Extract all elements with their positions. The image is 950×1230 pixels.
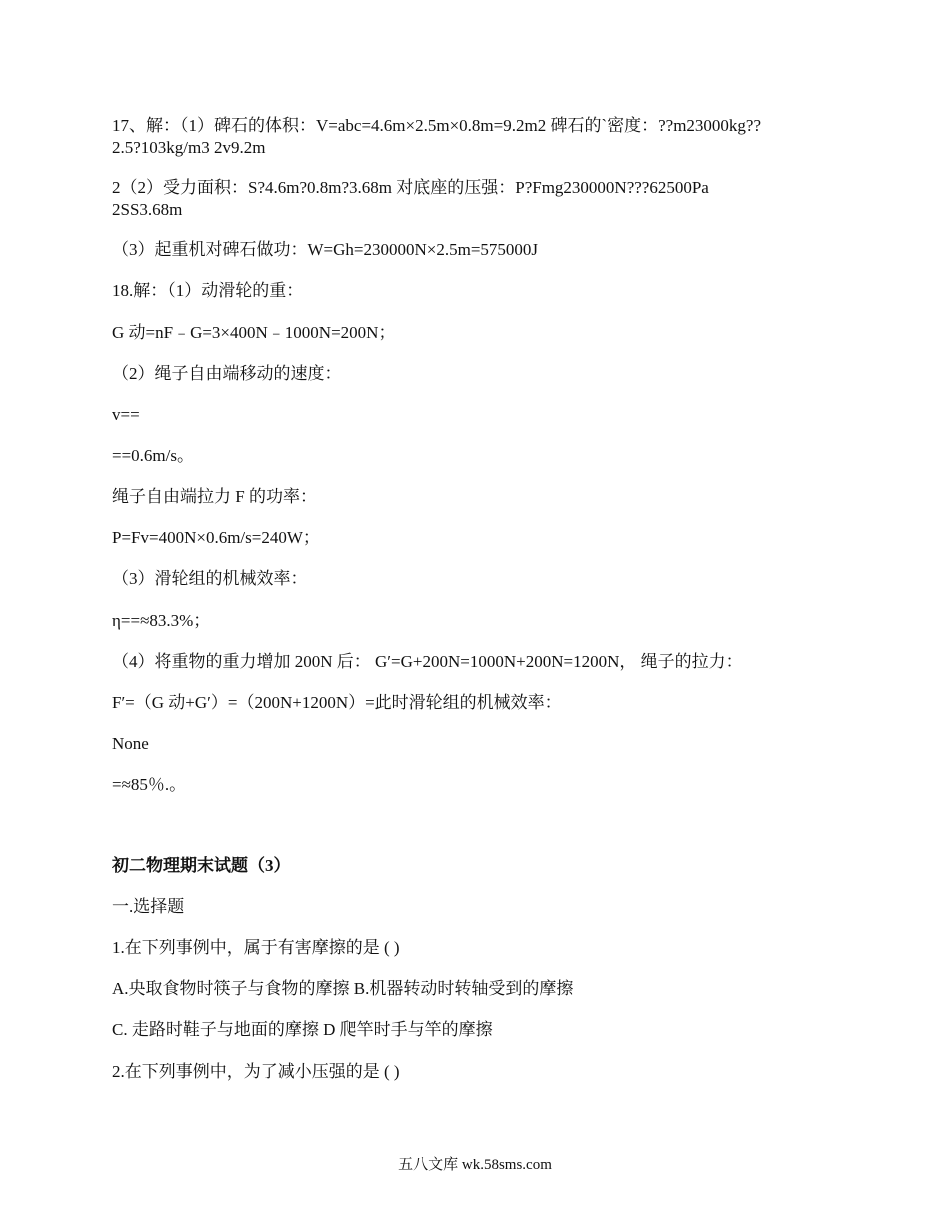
- question-1: 1.在下列事例中，属于有害摩擦的是 ( ): [112, 938, 400, 957]
- solution-17-line-2: 2.5?103kg/m3 2v9.2m: [112, 138, 266, 157]
- question-1-options-cd: C. 走路时鞋子与地面的摩擦 D 爬竿时手与竿的摩擦: [112, 1020, 493, 1039]
- solution-18-line-6: P=Fv=400N×0.6m/s=240W；: [112, 528, 320, 547]
- solution-17-line-4: 2SS3.68m: [112, 200, 183, 219]
- solution-18-heading: 18.解：（1）动滑轮的重：: [112, 281, 304, 300]
- solution-18-line-4: ==0.6m/s。: [112, 446, 194, 465]
- solution-18-line-1: G 动=nF﹣G=3×400N﹣1000N=200N；: [112, 323, 396, 342]
- solution-18-line-3: v==: [112, 405, 140, 424]
- solution-17-line-3: 2（2）受力面积：S?4.6m?0.8m?3.68m 对底座的压强：P?Fmg230000N???62500Pa: [112, 178, 709, 197]
- solution-18-line-2: （2）绳子自由端移动的速度：: [112, 364, 342, 383]
- solution-17-line-1: 17、解：（1）碑石的体积：V=abc=4.6m×2.5m×0.8m=9.2m2 碑石的`密度：??m23000kg??: [112, 116, 762, 135]
- solution-18-line-8: η==≈83.3%；: [112, 611, 211, 630]
- solution-18-line-12: =≈85％.。: [112, 775, 187, 794]
- question-2: 2.在下列事例中，为了减小压强的是 ( ): [112, 1062, 400, 1081]
- footer-watermark: 五八文库 wk.58sms.com: [398, 1157, 552, 1173]
- solution-18-line-10: F′=（G 动+G′）=（200N+1200N）=此时滑轮组的机械效率：: [112, 693, 562, 712]
- solution-18-line-9: （4）将重物的重力增加 200N 后： G′=G+200N=1000N+200N=1200N， 绳子的拉力：: [112, 652, 743, 671]
- solution-18-line-11: None: [112, 734, 149, 753]
- solution-18-line-7: （3）滑轮组的机械效率：: [112, 569, 308, 588]
- solution-17-line-5: （3）起重机对碑石做功：W=Gh=230000N×2.5m=575000J: [112, 240, 539, 259]
- question-1-options-ab: A.央取食物时筷子与食物的摩擦 B.机器转动时转轴受到的摩擦: [112, 979, 574, 998]
- solution-18-line-5: 绳子自由端拉力 F 的功率：: [112, 487, 317, 506]
- section-subtitle: 一.选择题: [112, 897, 185, 916]
- section-title: 初二物理期末试题（3）: [112, 856, 291, 875]
